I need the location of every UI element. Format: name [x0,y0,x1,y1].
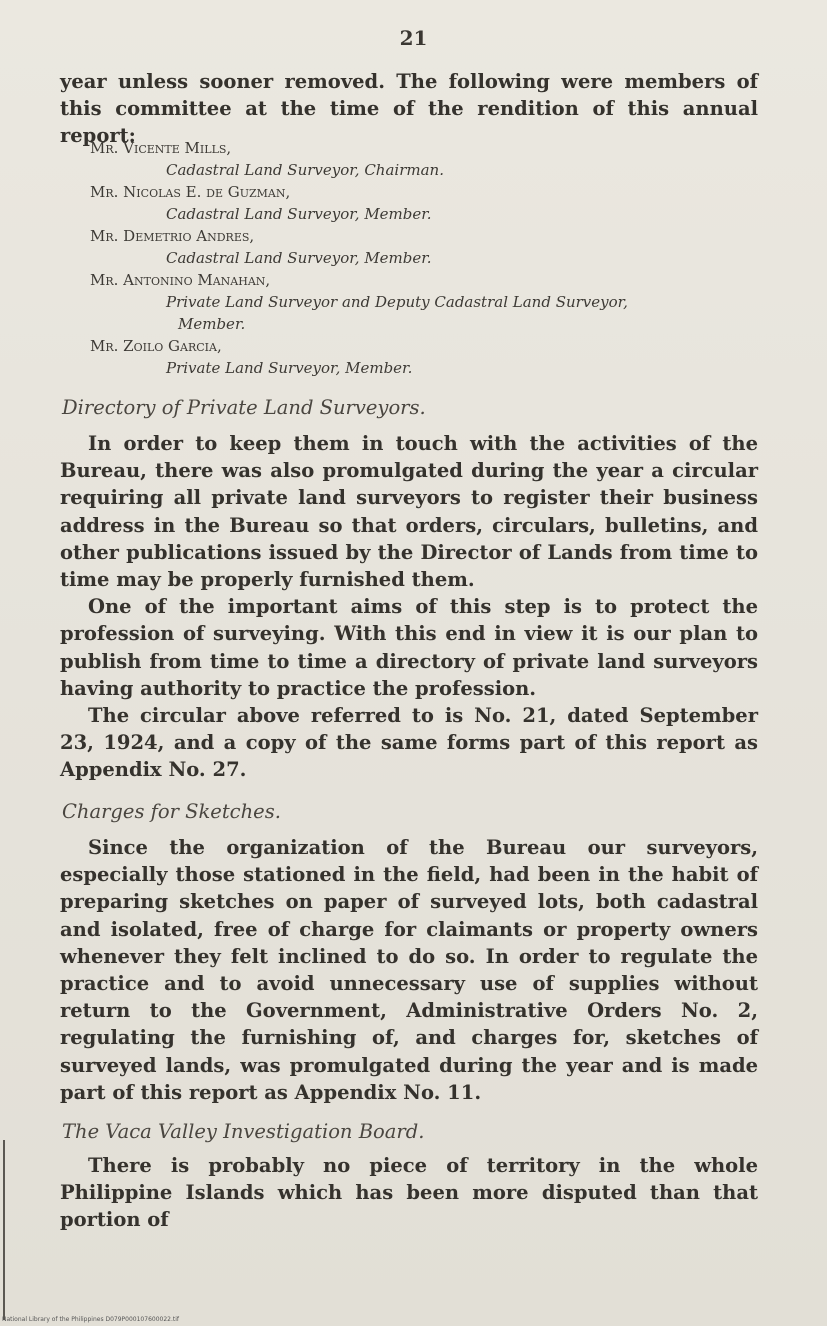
member-role: Private Land Surveyor, Member. [166,359,413,377]
committee-member [90,335,770,379]
section-heading-vaca-valley: The Vaca Valley Investigation Board. [62,1120,425,1143]
member-role: Private Land Surveyor and Deputy Cadastral Land Surveyor, [166,293,628,311]
member-role: Cadastral Land Surveyor, Chairman. [166,161,444,179]
page-number: 21 [399,26,428,50]
section-vaca-body [60,1152,758,1234]
scan-footer: National Library of the Philippines D079P000107600022.tif [2,1316,180,1323]
section-charges-body [60,834,758,1106]
section-heading-charges: Charges for Sketches. [62,800,281,823]
section-heading-directory: Directory of Private Land Surveyors. [62,396,426,419]
member-name: Mr. Vicente Mills, [90,139,232,157]
member-name: Mr. Antonino Manahan, [90,271,271,289]
intro-text: year unless sooner removed. The following were members of this committee at the time of the rendition of this annual report: [60,70,758,148]
paragraph: In order to keep them in touch with the activities of the Bureau, there was also promulgated during the year a circular requiring all private land surveyors to register their business address in the Bureau so that orders, circulars, bulletins, and other publications issued by the Director of Lands from time to time may be properly furnished them. [60,432,758,592]
scan-edge-line [3,1140,5,1320]
member-name: Mr. Zoilo Garcia, [90,337,222,355]
member-name: Mr. Demetrio Andres, [90,227,255,245]
paragraph: Since the organization of the Bureau our surveyors, especially those stationed in the field, had been in the habit of preparing sketches on paper of surveyed lots, both cadastral and isolated, free of charge for claimants or property owners whenever they felt inclined to do so. In order to regulate the practice and to avoid unnecessary use of supplies without return to the Government, Administrative Orders No. 2, regulating the furnishing of, and charges for, sketches of surveyed lands, was promulgated during the year and is made part of this report as Appendix No. 11. [60,836,758,1104]
paragraph: The circular above referred to is No. 21, dated September 23, 1924, and a copy of the same forms part of this report as Appendix No. 27. [60,704,758,782]
member-role-continued: Member. [178,315,246,333]
committee-member [90,269,770,335]
member-role: Cadastral Land Surveyor, Member. [166,205,432,223]
member-role: Cadastral Land Surveyor, Member. [166,249,432,267]
committee-member [90,225,770,269]
section-directory-body [60,430,758,784]
committee-member [90,181,770,225]
paragraph: There is probably no piece of territory in the whole Philippine Islands which has been more disputed than that portion of [60,1154,758,1232]
committee-member-list [90,137,770,379]
member-name: Mr. Nicolas E. de Guzman, [90,183,291,201]
paragraph: One of the important aims of this step is to protect the profession of surveying. With this end in view it is our plan to publish from time to time a directory of private land surveyors having authority to practice the profession. [60,595,758,700]
committee-member [90,137,770,181]
